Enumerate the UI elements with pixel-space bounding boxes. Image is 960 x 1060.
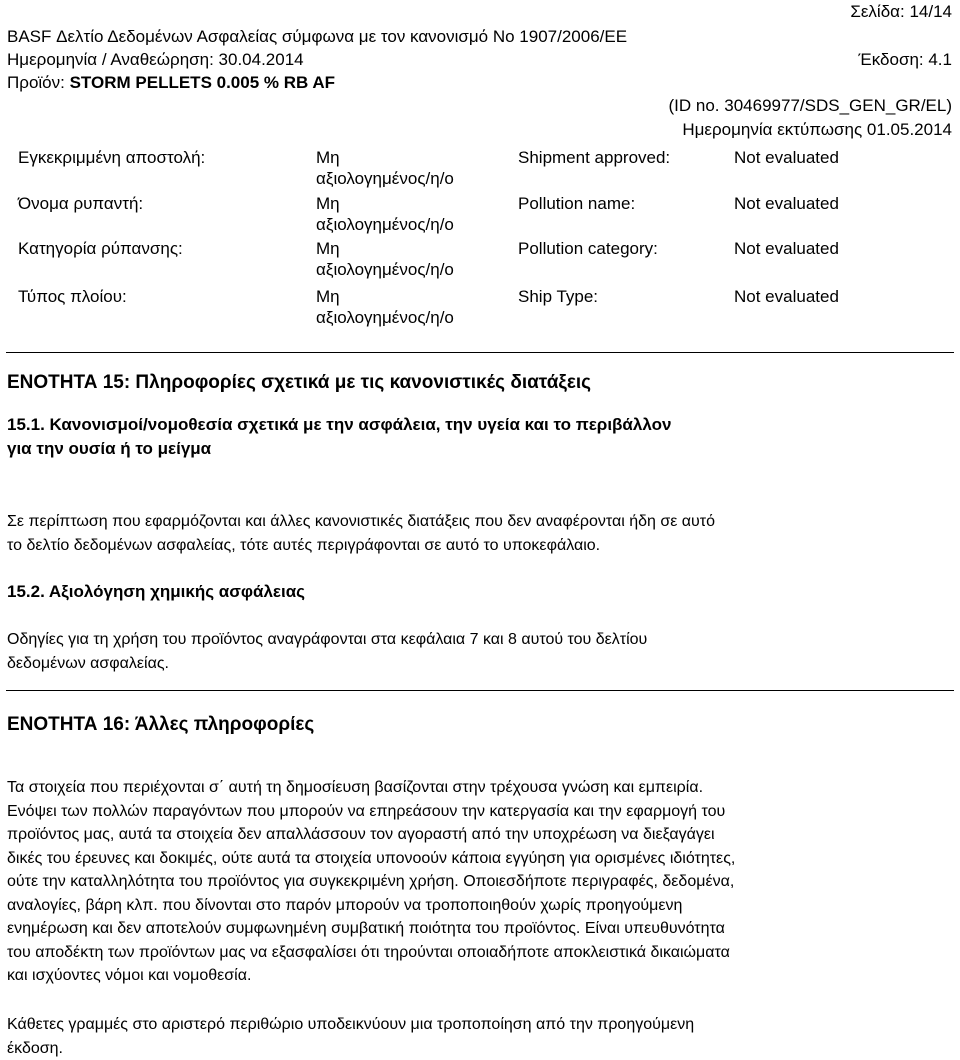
subsection-15-2-title: 15.2. Αξιολόγηση χημικής ασφάλειας	[7, 582, 306, 601]
product-name: STORM PELLETS 0.005 % RB AF	[69, 73, 336, 92]
subsection-15-1-text: Σε περίπτωση που εφαρμόζονται και άλλες κανονιστικές διατάξεις που δεν αναφέρονται ήδη σε αυτό το δελτίο δεδομένων ασφαλείας, τότε αυτές περιγράφονται σε αυτό το υποκεφάλαιο.	[7, 513, 716, 554]
label-gr: Κατηγορία ρύπανσης:	[18, 239, 183, 258]
print-date: Ημερομηνία εκτύπωσης 01.05.2014	[682, 120, 952, 139]
subsection-15-1-title: 15.1. Κανονισμοί/νομοθεσία σχετικά με την ασφάλεια, την υγεία και το περιβάλλον για την ουσία ή το μείγμα	[7, 415, 672, 458]
label-gr: Όνομα ρυπαντή:	[18, 194, 144, 213]
label-en: Pollution category:	[518, 239, 658, 258]
revision-footnote: Κάθετες γραμμές στο αριστερό περιθώριο υποδεικνύουν μια τροποποίηση από την προηγούμενη έκδοση.	[7, 1016, 695, 1057]
value-gr: Μη αξιολογημένος/η/ο	[316, 194, 454, 234]
value-en: Not evaluated	[734, 148, 839, 167]
value-gr: Μη αξιολογημένος/η/ο	[316, 287, 454, 327]
value-gr: Μη αξιολογημένος/η/ο	[316, 239, 454, 279]
version: Έκδοση: 4.1	[858, 50, 952, 69]
page-number: Σελίδα: 14/14	[850, 2, 952, 21]
id-number: (ID no. 30469977/SDS_GEN_GR/EL)	[668, 96, 952, 115]
label-gr: Εγκεκριμμένη αποστολή:	[18, 148, 206, 167]
section-divider	[6, 690, 954, 691]
product-label: Προϊόν:	[7, 73, 65, 92]
label-en: Pollution name:	[518, 194, 636, 213]
value-en: Not evaluated	[734, 287, 839, 306]
subsection-15-2-text: Οδηγίες για τη χρήση του προϊόντος αναγράφονται στα κεφάλαια 7 και 8 αυτού του δελτίου δεδομένων ασφαλείας.	[7, 631, 648, 672]
label-en: Shipment approved:	[518, 148, 671, 167]
section-15-title: ΕΝΟΤΗΤΑ 15: Πληροφορίες σχετικά με τις κανονιστικές διατάξεις	[7, 372, 592, 393]
section-16-title: ΕΝΟΤΗΤΑ 16: Άλλες πληροφορίες	[7, 714, 315, 735]
section-16-text: Τα στοιχεία που περιέχονται σ΄ αυτή τη δημοσίευση βασίζονται στην τρέχουσα γνώση και εμπειρία. Ενόψει των πολλών παραγόντων που μπορούν να επηρεάσουν την κατεργασία και την εφαρμογή του προϊόντος μας, αυτά τα στοιχεία δεν απαλλάσσουν τον αγοραστή από την υποχρέωση να διεξαγάγει δικές του έρευνες και δοκιμές, ούτε αυτά τα στοιχεία υπονοούν κάποια εγγύηση για ορισμένες ιδιότητες, ούτε την καταλληλότητα του προϊόντος για συγκεκριμένη χρήση. Οποιεσδήποτε περιγραφές, δεδομένα, αναλογίες, βάρη κλπ. που δίνονται στο παρόν μπορούν να τροποποιηθούν χωρίς προηγούμενη ενημέρωση και δεν αποτελούν συμφωνημένη συμβατική ποιότητα του προϊόντος. Είναι υπευθυνότητα του αποδέκτη των προϊόντων μας να εξασφαλίσει ότι τηρούνται οποιαδήποτε αποκλειστικά δικαιώματα και ισχύοντες νόμοι και νομοθεσία.	[7, 779, 736, 984]
document-title: BASF Δελτίο Δεδομένων Ασφαλείας σύμφωνα με τον κανονισμό Νο 1907/2006/ΕΕ	[7, 27, 628, 46]
section-divider	[6, 352, 954, 353]
value-en: Not evaluated	[734, 194, 839, 213]
label-en: Ship Type:	[518, 287, 599, 306]
revision-date: Ημερομηνία / Αναθεώρηση: 30.04.2014	[7, 50, 304, 69]
value-gr: Μη αξιολογημένος/η/ο	[316, 148, 454, 188]
value-en: Not evaluated	[734, 239, 839, 258]
label-gr: Τύπος πλοίου:	[18, 287, 127, 306]
product-line	[7, 73, 335, 93]
